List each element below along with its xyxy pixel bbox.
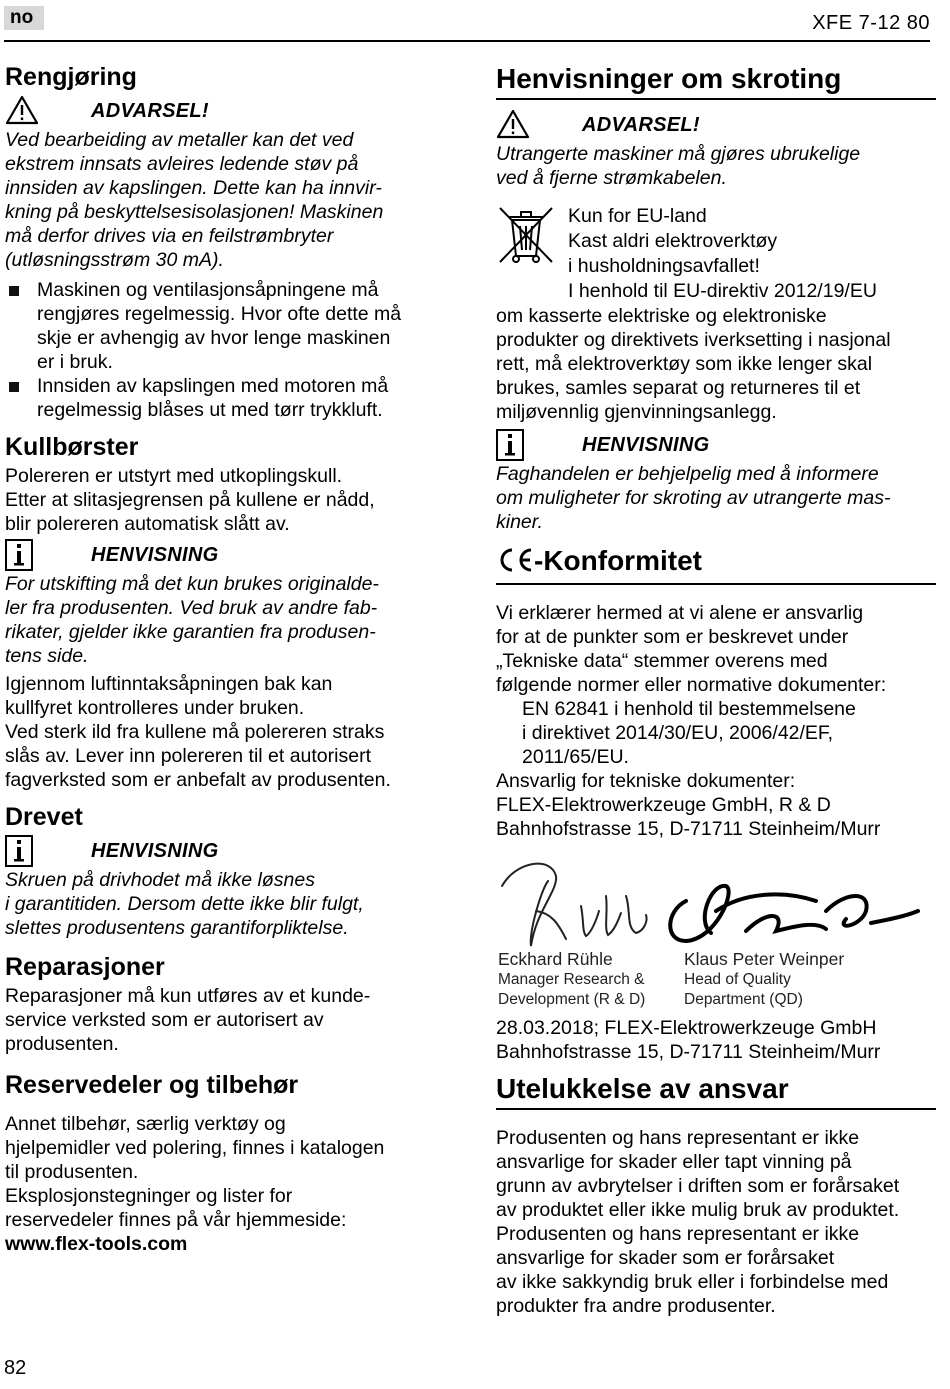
warning-text-line: innsiden av kapslingen. Dette kan ha innvir- <box>5 177 382 199</box>
standard-line: i direktivet 2014/30/EU, 2006/42/EF, <box>522 722 834 744</box>
info-notice <box>5 834 445 868</box>
body-line: for at de punkter som er beskrevet under <box>496 626 849 648</box>
standard-line: 2011/65/EU. <box>522 746 629 768</box>
bullet-square-icon <box>9 286 19 296</box>
info-icon <box>5 539 39 571</box>
body-line: service verksted som er autorisert av <box>5 1009 324 1031</box>
warning-text-line: ved å fjerne strømkabelen. <box>496 167 727 189</box>
warning-text-line: Utrangerte maskiner må gjøres ubrukelige <box>496 143 861 165</box>
body-line: Igjennom luftinntaksåpningen bak kan <box>5 673 333 695</box>
bullet-item <box>5 374 445 422</box>
ce-mark-icon <box>496 547 534 581</box>
body-line: Bahnhofstrasse 15, D-71711 Steinheim/Murr <box>496 818 881 840</box>
body-line: Produsenten og hans representant er ikke <box>496 1223 860 1245</box>
body-line: grunn av avbrytelser i driften som er forårsaket <box>496 1175 900 1197</box>
body-line: kullfyret kontrolleres under bruken. <box>5 697 305 719</box>
body-line: av produktet eller ikke mulig bruk av produktet. <box>496 1199 900 1221</box>
body-line: Etter at slitasjegrensen på kullene er nådd, <box>5 489 375 511</box>
weee-text <box>568 204 877 304</box>
warning-label: ADVARSEL! <box>91 99 209 122</box>
body-line: produsenten. <box>5 1033 119 1055</box>
body-line: brukes, samles separat og returneres til et <box>496 377 861 399</box>
standard-line: EN 62841 i henhold til bestemmelsene <box>522 698 856 720</box>
warning-text-line: (utløsningsstrøm 30 mA). <box>5 249 224 271</box>
notice-text-line: rikater, gjelder ikke garantien fra produsen- <box>5 621 376 643</box>
body-line: Produsenten og hans representant er ikke <box>496 1127 860 1149</box>
section-spare-parts <box>5 1070 445 1256</box>
section-liability <box>496 1072 936 1318</box>
notice-text-line: kiner. <box>496 511 543 533</box>
info-icon <box>5 835 39 867</box>
section-title: Rengjøring <box>5 63 137 91</box>
body-line: ansvarlige for skader eller tapt vinning på <box>496 1151 852 1173</box>
info-notice <box>496 428 936 462</box>
notice-text-line: For utskifting må det kun brukes originalde- <box>5 573 379 595</box>
body-line: produkter fra andre produsenter. <box>496 1295 776 1317</box>
body-line: blir polereren automatisk slått av. <box>5 513 290 535</box>
notice-text-line: om muligheter for skroting av utrangerte mas- <box>496 487 891 509</box>
body-line: Reparasjoner må kun utføres av et kunde- <box>5 985 371 1007</box>
body-line: hjelpemidler ved polering, finnes i katalogen <box>5 1137 385 1159</box>
body-line: fagverksted som er anbefalt av produsenten. <box>5 769 391 791</box>
signatory-weinper <box>684 949 844 1010</box>
section-drive <box>5 802 445 940</box>
warning-text-line: kning på beskyttelsesisolasjonen! Maskinen <box>5 201 384 223</box>
section-cleaning <box>5 62 445 422</box>
section-title: Drevet <box>5 803 83 831</box>
section-title: Henvisninger om skroting <box>496 62 936 100</box>
page-number: 82 <box>4 1357 27 1379</box>
body-line: om kasserte elektriske og elektroniske <box>496 305 827 327</box>
body-line: reservedeler finnes på vår hjemmeside: <box>5 1209 347 1231</box>
bullet-text-line: rengjøres regelmessig. Hvor ofte dette må <box>37 303 402 325</box>
weee-line: I henhold til EU-direktiv 2012/19/EU <box>568 280 877 302</box>
section-disposal <box>496 62 936 534</box>
weee-notice <box>496 204 936 304</box>
body-line: Polereren er utstyrt med utkoplingskull. <box>5 465 343 487</box>
bullet-text-line: Maskinen og ventilasjonsåpningene må <box>37 279 379 301</box>
signatory-name: Klaus Peter Weinper <box>684 949 845 969</box>
language-badge: no <box>4 6 44 30</box>
signatory-name: Eckhard Rühle <box>498 949 613 969</box>
warning-label: ADVARSEL! <box>582 113 700 136</box>
signature-block <box>496 851 936 1016</box>
warning-text-line: ekstrem innsats avleires ledende støv på <box>5 153 359 175</box>
notice-text-line: Faghandelen er behjelpelig med å informere <box>496 463 879 485</box>
notice-label: HENVISNING <box>91 543 219 566</box>
weee-line: Kast aldri elektroverktøy <box>568 230 778 252</box>
date-line: Bahnhofstrasse 15, D-71711 Steinheim/Murr <box>496 1041 881 1063</box>
header-rule <box>4 40 930 42</box>
body-line: FLEX-Elektrowerkzeuge GmbH, R & D <box>496 794 831 816</box>
signatory-role: Head of Quality <box>684 971 791 988</box>
notice-text-line: Skruen på drivhodet må ikke løsnes <box>5 869 315 891</box>
conformity-title-text: -Konformitet <box>534 545 702 576</box>
warning-text-line: må derfor drives via en feilstrømbryter <box>5 225 334 247</box>
bullet-text-line: regelmessig blåses ut med tørr trykkluft. <box>37 399 383 421</box>
bullet-text-line: Innsiden av kapslingen med motoren må <box>37 375 389 397</box>
section-title: Utelukkelse av ansvar <box>496 1072 936 1110</box>
crossed-bin-icon <box>496 204 556 266</box>
body-line: Ansvarlig for tekniske dokumenter: <box>496 770 796 792</box>
body-line: til produsenten. <box>5 1161 139 1183</box>
section-title: Kullbørster <box>5 433 139 461</box>
signatory-role: Department (QD) <box>684 991 803 1008</box>
body-line: produkter og direktivets iverksetting i nasjonal <box>496 329 891 351</box>
bullet-text-line: er i bruk. <box>37 351 113 373</box>
body-line: Ved sterk ild fra kullene må polereren straks <box>5 721 385 743</box>
bullet-square-icon <box>9 382 19 392</box>
date-line: 28.03.2018; FLEX-Elektrowerkzeuge GmbH <box>496 1017 877 1039</box>
section-title <box>496 544 936 585</box>
section-brushes <box>5 432 445 792</box>
warning-text-line: Ved bearbeiding av metaller kan det ved <box>5 129 354 151</box>
section-title: Reservedeler og tilbehør <box>5 1071 299 1099</box>
warning-triangle-icon <box>496 109 530 141</box>
body-line: Annet tilbehør, særlig verktøy og <box>5 1113 286 1135</box>
section-repairs <box>5 952 445 1056</box>
body-line: ansvarlige for skader som er forårsaket <box>496 1247 835 1269</box>
weee-line: i husholdningsavfallet! <box>568 255 760 277</box>
website-link[interactable]: www.flex-tools.com <box>5 1233 188 1255</box>
left-column <box>5 62 445 1256</box>
right-column <box>496 62 936 1318</box>
notice-text-line: ler fra produsenten. Ved bruk av andre fab- <box>5 597 378 619</box>
body-line: rett, må elektroverktøy som ikke lenger skal <box>496 353 873 375</box>
body-line: slås av. Lever inn polereren til et autorisert <box>5 745 371 767</box>
weee-line: Kun for EU-land <box>568 205 707 227</box>
model-number: XFE 7-12 80 <box>812 12 930 34</box>
section-conformity <box>496 544 936 1064</box>
info-icon <box>496 429 530 461</box>
bullet-text-line: skje er avhengig av hvor lenge maskinen <box>37 327 391 349</box>
signatory-role: Development (R & D) <box>498 991 646 1008</box>
warning-notice <box>5 94 445 128</box>
signature-ruhle-icon <box>496 851 676 961</box>
bullet-item <box>5 278 445 374</box>
notice-label: HENVISNING <box>582 433 710 456</box>
signature-weinper-icon <box>656 871 926 951</box>
warning-notice <box>496 108 936 142</box>
body-line: miljøvennlig gjenvinningsanlegg. <box>496 401 777 423</box>
body-line: følgende normer eller normative dokumenter: <box>496 674 887 696</box>
signatory-ruhle <box>498 949 645 1010</box>
body-line: Eksplosjonstegninger og lister for <box>5 1185 293 1207</box>
notice-text-line: tens side. <box>5 645 89 667</box>
notice-text-line: slettes produsentens garantiforpliktelse. <box>5 917 349 939</box>
notice-label: HENVISNING <box>91 839 219 862</box>
notice-text-line: i garantitiden. Dersom dette ikke blir fulgt, <box>5 893 364 915</box>
body-line: „Tekniske data“ stemmer overens med <box>496 650 828 672</box>
section-title: Reparasjoner <box>5 953 165 981</box>
body-line: Vi erklærer hermed at vi alene er ansvarlig <box>496 602 864 624</box>
body-line: av ikke sakkyndig bruk eller i forbindelse med <box>496 1271 889 1293</box>
signatory-role: Manager Research & <box>498 971 645 988</box>
info-notice <box>5 538 445 572</box>
warning-triangle-icon <box>5 95 39 127</box>
